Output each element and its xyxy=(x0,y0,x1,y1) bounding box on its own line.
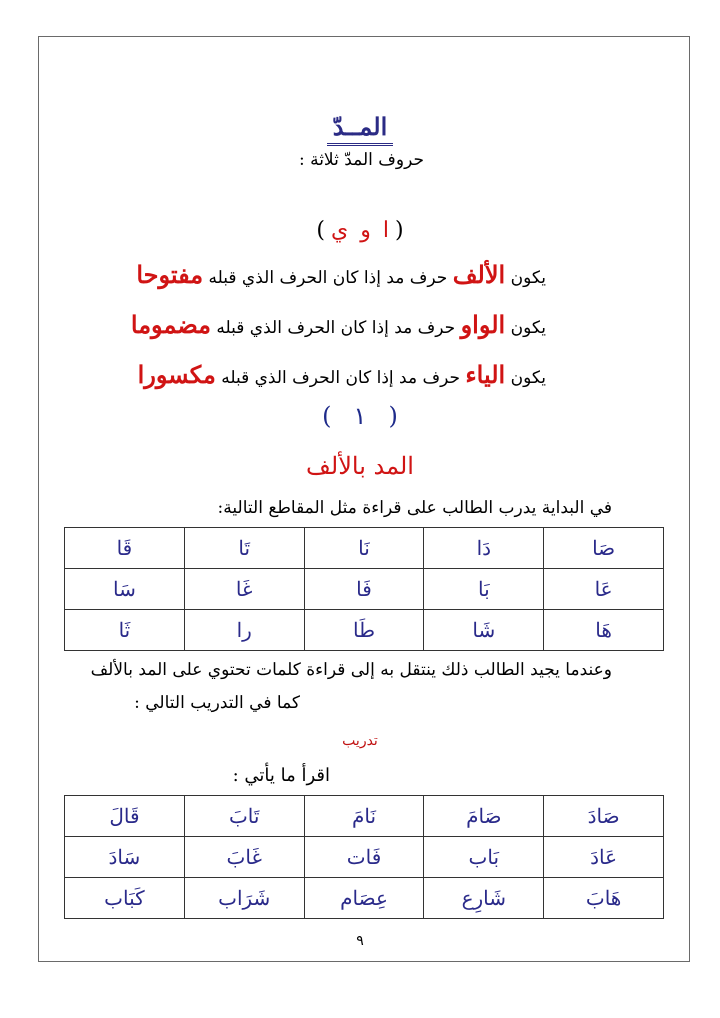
table-cell: صَامَ xyxy=(424,796,544,837)
letter-ya: ي xyxy=(331,218,349,243)
page-title: المــدّ xyxy=(0,112,720,141)
table-cell: تَا xyxy=(184,528,304,569)
table-row xyxy=(65,528,664,569)
table-cell: بَاب xyxy=(424,837,544,878)
table-cell: صَا xyxy=(544,528,664,569)
table-cell: را xyxy=(184,610,304,651)
table-cell: هَابَ xyxy=(544,878,664,919)
table-cell: غَا xyxy=(184,569,304,610)
table-row xyxy=(65,796,664,837)
table-cell: هَا xyxy=(544,610,664,651)
table-cell: فَا xyxy=(304,569,424,610)
table-cell: غَابَ xyxy=(184,837,304,878)
table-cell: بَا xyxy=(424,569,544,610)
table-cell: ثَا xyxy=(65,610,185,651)
words-table xyxy=(64,795,664,919)
lesson-title: المد بالألف xyxy=(306,452,414,480)
exercise-label: تدريب xyxy=(342,733,378,749)
table-cell: عَا xyxy=(544,569,664,610)
table-cell: سَا xyxy=(65,569,185,610)
table-cell: دَا xyxy=(424,528,544,569)
intro-text: في البداية يدرب الطالب على قراءة مثل المقاطع التالية: xyxy=(217,498,612,518)
subtitle: حروف المدّ ثلاثة : xyxy=(298,150,424,170)
letter-alif: ا xyxy=(382,218,389,243)
table-row xyxy=(65,610,664,651)
page-number: ٩ xyxy=(356,933,364,949)
table-cell: شَارِع xyxy=(424,878,544,919)
rule-ya: يكون الياء حرف مد إذا كان الحرف الذي قبله مكسورا xyxy=(137,360,546,389)
table-cell: طَا xyxy=(304,610,424,651)
table-cell: تَابَ xyxy=(184,796,304,837)
table-cell: صَادَ xyxy=(544,796,664,837)
letter-waw: و xyxy=(360,218,371,243)
table-cell: قَالَ xyxy=(65,796,185,837)
read-prompt: اقرأ ما يأتي : xyxy=(232,765,330,786)
table-cell: شَا xyxy=(424,610,544,651)
paragraph-1: وعندما يجيد الطالب ذلك ينتقل به إلى قراءة كلمات تحتوي على المد بالألف xyxy=(90,660,612,680)
rule-alif: يكون الألف حرف مد إذا كان الحرف الذي قبله مفتوحا xyxy=(136,260,546,289)
paragraph-2: كما في التدريب التالي : xyxy=(134,693,300,713)
table-cell: سَادَ xyxy=(65,837,185,878)
table-cell: شَرَاب xyxy=(184,878,304,919)
table-cell: فَات xyxy=(304,837,424,878)
table-row xyxy=(65,837,664,878)
table-cell: كَبَاب xyxy=(65,878,185,919)
rule-waw: يكون الواو حرف مد إذا كان الحرف الذي قبله مضموما xyxy=(130,310,546,339)
table-row xyxy=(65,569,664,610)
table-cell: عَادَ xyxy=(544,837,664,878)
syllables-table xyxy=(64,527,664,651)
table-row xyxy=(65,878,664,919)
lesson-number: ( ١ ) xyxy=(322,402,398,430)
table-cell: عِصَام xyxy=(304,878,424,919)
table-cell: قَا xyxy=(65,528,185,569)
table-cell: نَامَ xyxy=(304,796,424,837)
table-cell: نَا xyxy=(304,528,424,569)
madd-letters: ( اوي ) xyxy=(316,218,404,243)
